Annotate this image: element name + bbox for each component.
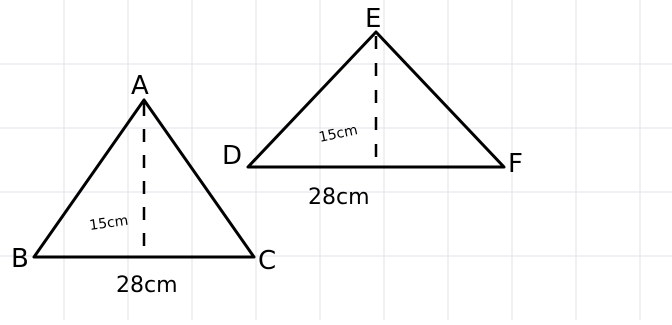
base-label-abc: 28cm <box>116 273 178 298</box>
base-label-def: 28cm <box>308 185 370 210</box>
vertex-f-label: F <box>508 149 523 179</box>
height-label-def: 15cm <box>317 122 360 146</box>
vertex-e-label: E <box>365 4 382 34</box>
vertex-b-label: B <box>11 244 29 274</box>
vertex-a-label: A <box>131 71 149 101</box>
vertex-d-label: D <box>222 141 243 171</box>
vertex-c-label: C <box>258 246 277 276</box>
height-label-abc: 15cm <box>88 212 130 234</box>
